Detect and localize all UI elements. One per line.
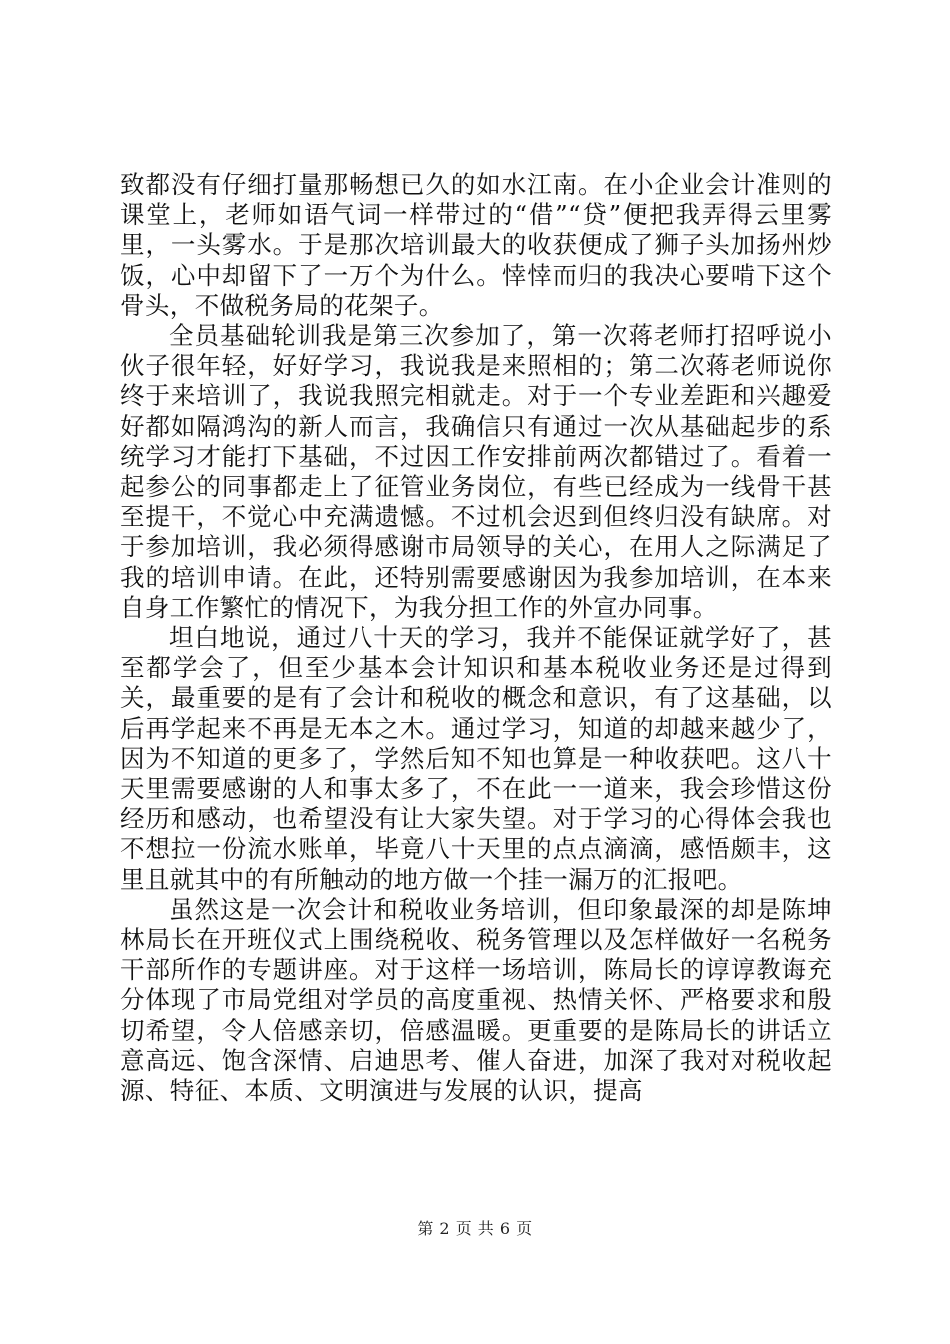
paragraph: 全员基础轮训我是第三次参加了，第一次蒋老师打招呼说小伙子很年轻，好好学习，我说我是来照相的；第二次蒋老师说你终于来培训了，我说我照完相就走。对于一个专业差距和兴趣爱好都如隔鸿沟的新人而言，我确信只有通过一次从基础起步的系统学习才能打下基础，不过因工作安排前两次都错过了。看着一起参公的同事都走上了征管业务岗位，有些已经成为一线骨干甚至提干，不觉心中充满遗憾。不过机会迟到但终归没有缺席。对于参加培训，我必须得感谢市局领导的关心，在用人之际满足了我的培训申请。在此，还特别需要感谢因为我参加培训，在本来自身工作繁忙的情况下，为我分担工作的外宣办同事。 xyxy=(120,321,832,622)
paragraph: 虽然这是一次会计和税收业务培训，但印象最深的却是陈坤林局长在开班仪式上围绕税收、税务管理以及怎样做好一名税务干部所作的专题讲座。对于这样一场培训，陈局长的谆谆教诲充分体现了市局党组对学员的高度重视、热情关怀、严格要求和殷切希望，令人倍感亲切，倍感温暖。更重要的是陈局长的讲话立意高远、饱含深情、启迪思考、催人奋进，加深了我对对税收起源、特征、本质、文明演进与发展的认识，提高 xyxy=(120,894,832,1106)
paragraph: 坦白地说，通过八十天的学习，我并不能保证就学好了，甚至都学会了，但至少基本会计知识和基本税收业务还是过得到关，最重要的是有了会计和税收的概念和意识，有了这基础，以后再学起来不再是无本之木。通过学习，知道的却越来越少了，因为不知道的更多了，学然后知不知也算是一种收获吧。这八十天里需要感谢的人和事太多了，不在此一一道来，我会珍惜这份经历和感动，也希望没有让大家失望。对于学习的心得体会我也不想拉一份流水账单，毕竟八十天里的点点滴滴，感悟颇丰，这里且就其中的有所触动的地方做一个挂一漏万的汇报吧。 xyxy=(120,623,832,894)
document-body xyxy=(120,170,832,1106)
paragraph-continued: 致都没有仔细打量那畅想已久的如水江南。在小企业会计准则的课堂上，老师如语气词一样带过的“借”“贷”便把我弄得云里雾里，一头雾水。于是那次培训最大的收获便成了狮子头加扬州炒饭，心中却留下了一万个为什么。悻悻而归的我决心要啃下这个骨头，不做税务局的花架子。 xyxy=(120,170,832,320)
page-number-footer: 第 2 页 共 6 页 xyxy=(417,1219,533,1238)
